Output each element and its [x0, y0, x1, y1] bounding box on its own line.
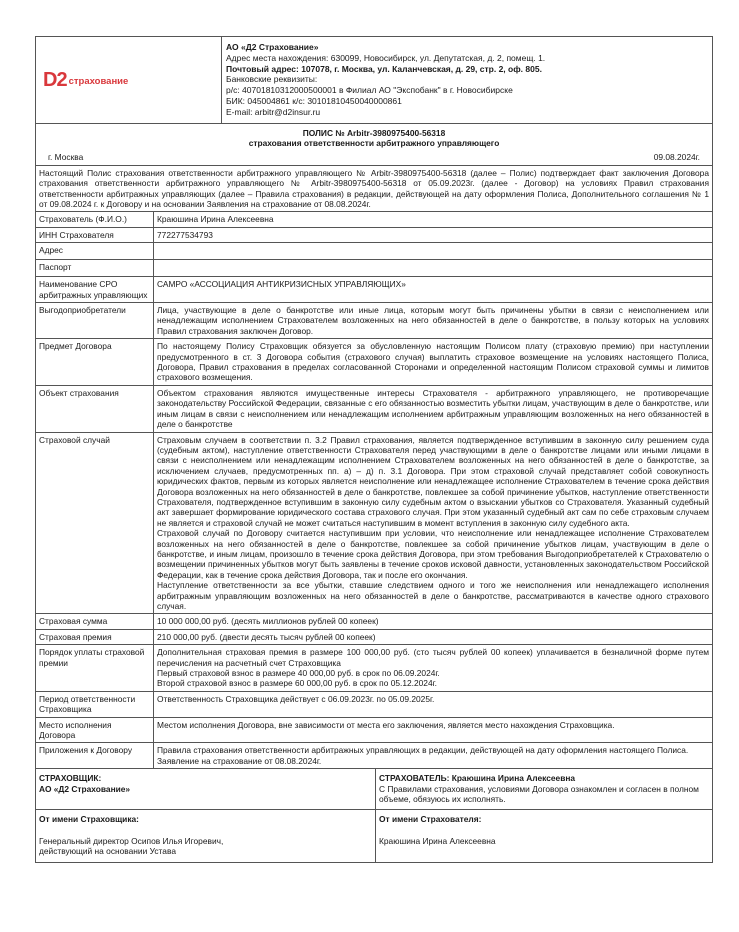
terms-value-paragraph: 772277534793 — [157, 229, 213, 240]
company-name: АО «Д2 Страхование» — [226, 42, 319, 52]
terms-value-paragraph: 210 000,00 руб. (двести десять тысяч рублей 00 копеек) — [157, 631, 376, 642]
terms-value — [154, 303, 713, 339]
terms-label: Страховая сумма — [36, 614, 154, 629]
insurer-name: АО «Д2 Страхование» — [39, 783, 131, 794]
terms-value-paragraph: Местом исполнения Договора, вне зависимости от места его заключения, является место нахождения Страховщика. — [157, 719, 615, 730]
terms-value — [154, 227, 713, 242]
terms-value-paragraph: САМРО «АССОЦИАЦИЯ АНТИКРИЗИСНЫХ УПРАВЛЯЮЩИХ» — [157, 279, 406, 290]
terms-value-paragraph: Правила страхования ответственности арбитражных управляющих в редакции, действующей на дату оформления настоящего Полиса. — [157, 745, 689, 756]
insured-note: С Правилами страхования, условиями Договора ознакомлен и согласен в полном объеме, обязуюсь их исполнять. — [379, 783, 699, 805]
terms-label: Паспорт — [36, 260, 154, 277]
terms-value — [154, 385, 713, 432]
terms-value-paragraph — [157, 262, 709, 274]
terms-value-paragraph: Наступление ответственности за все убытки, ставшие следствием одного и того же неисполнения или ненадлежащего исполнения арбитражным управляющим возложенных на него обязанностей в деле о банкротстве, рассматриваются в качестве одного страхового случая. — [157, 580, 709, 612]
policy-date: 09.08.2024г. — [653, 152, 700, 163]
terms-row — [36, 303, 713, 339]
terms-value-paragraph: Второй страховой взнос в размере 60 000,00 руб. в срок по 05.12.2024г. — [157, 678, 437, 689]
terms-value — [154, 432, 713, 614]
terms-row — [36, 339, 713, 386]
terms-value-paragraph: По настоящему Полису Страховщик обязуется за обусловленную настоящим Полисом плату (страховую премию) при наступлении предусмотренного в ст. 3 Договора события (страхового случая) выплатить страховое возмещение на условиях настоящего Полиса, Договора, Правил страхования в пределах согласованной Сторонами и определенной настоящим Полисом страховой суммы и лимитов страхового возмещения. — [157, 341, 709, 383]
header-table — [35, 36, 713, 212]
terms-value — [154, 339, 713, 386]
insured-signature-block — [376, 809, 713, 862]
terms-row — [36, 243, 713, 260]
terms-label: Порядок уплаты страховой премии — [36, 645, 154, 692]
terms-row — [36, 645, 713, 692]
terms-value-paragraph: Первый страховой взнос в размере 40 000,00 руб. в срок по 06.09.2024г. — [157, 668, 440, 679]
postal-address: Почтовый адрес: 107078, г. Москва, ул. Каланчевская, д. 29, стр. 2, оф. 805. — [226, 63, 542, 74]
insured-block — [376, 769, 713, 809]
policy-city: г. Москва — [48, 152, 84, 163]
signatures-table — [35, 768, 713, 862]
terms-value-paragraph: Страховым случаем в соответствии п. 3.2 Правил страхования, является подтвержденное вступившим в законную силу решением суда (судебным актом), наступление ответственности Страхователя перед участвующими в деле о банкротстве лицами или иными лицами в связи с неисполнением или ненадлежащим исполнением Страхователем возложенных на него обязанностей в деле о банкротстве, за исключением случаев, предусмотренных пп. а) – д) п. 3.1 Договора. При этом страховой случай представляет собой совокупность юридических фактов, первым из которых является неисполнение или ненадлежащее исполнение Страхователем в течение срока действия Договора возложенных на него обязанностей в деле о банкротстве, повлекшее за собой причинение убытков, наступление ответственности Страхователя, подтвержденное вступившим в законную силу судебным актом о взыскании убытков со Страхователя. Указанный судебный акт завершает формирование юридического состава страхового случая. При этом указанный судебный акт сам по себе страховым случаем не является и страховой случай не может считаться наступившим в момент вступления в законную силу судебного акта. — [157, 434, 709, 528]
company-email: E-mail: arbitr@d2insur.ru — [226, 106, 321, 117]
terms-label: Приложения к Договору — [36, 743, 154, 769]
terms-label: Наименование СРО арбитражных управляющих — [36, 277, 154, 303]
terms-value — [154, 277, 713, 303]
terms-value-paragraph: Дополнительная страховая премия в размере 100 000,00 руб. (сто тысяч рублей 00 копеек) уплачивается в безналичной форме путем перечисления на расчетный счет Страховщика — [157, 647, 709, 668]
terms-row — [36, 227, 713, 242]
terms-row — [36, 743, 713, 769]
insurer-title: СТРАХОВЩИК: — [39, 773, 102, 784]
terms-label: Страховой случай — [36, 432, 154, 614]
terms-row — [36, 212, 713, 227]
terms-label: Адрес — [36, 243, 154, 260]
logo-mark: D2 — [43, 68, 67, 91]
policy-title: ПОЛИС № Arbitr-3980975400-56318 — [302, 127, 446, 138]
bank-account: р/с: 40701810312000500001 в Филиал АО "Экспобанк" в г. Новосибирске — [226, 85, 513, 96]
terms-value — [154, 614, 713, 629]
terms-label: Место исполнения Договора — [36, 717, 154, 743]
terms-value-paragraph: Объектом страхования являются имущественные интересы Страхователя - арбитражного управляющего, не противоречащие законодательству Российской Федерации, связанные с его обязанностью возместить убытки лицам, участвующим в деле о банкротстве, или иным лицам в связи с неисполнением или ненадлежащим исполнением арбитражным управляющим возложенных на него обязанностей в деле о банкротстве — [157, 387, 709, 430]
terms-value — [154, 691, 713, 717]
insurer-signature-block — [36, 809, 376, 862]
terms-value-paragraph: Страховой случай по Договору считается наступившим при условии, что неисполнение или ненадлежащее исполнение Страхователем возложенных на него обязанностей в деле о банкротстве, повлекшее за собой причинение убытков лицам, участвующим в деле о банкротстве, и иным лицам, произошло в течение срока действия Договора, при этом требования Выгодоприобретателей к Страхователю о возмещении причиненных убытков могут быть заявлены в течение сроков исковой давности, установленных законодательством Российской Федерации, как в течение срока действия Договора, так и после его окончания. — [157, 528, 709, 580]
company-logo — [36, 68, 221, 91]
logo-cell — [36, 37, 222, 124]
terms-value-paragraph: Лица, участвующие в деле о банкротстве или иные лица, которым могут быть причинены убытки в связи с неисполнением или ненадлежащим исполнением Страхователем возложенных на него обязанностей в деле о банкротстве, в пользу которых на условиях Правил страхования заключен Договор. — [157, 305, 709, 336]
insured-signer: Краюшина Ирина Алексеевна — [379, 835, 496, 846]
terms-label: Объект страхования — [36, 385, 154, 432]
terms-label: Страхователь (Ф.И.О.) — [36, 212, 154, 227]
bank-bik: БИК: 045004861 к/с: 30101810450040000861 — [226, 95, 402, 106]
city-date-row — [40, 148, 708, 162]
insurer-signer: Генеральный директор Осипов Илья Игоревич, — [39, 835, 224, 846]
terms-label: Предмет Договора — [36, 339, 154, 386]
policy-subtitle: страхования ответственности арбитражного управляющего — [248, 137, 500, 148]
terms-value — [154, 243, 713, 260]
terms-label: Период ответственности Страховщика — [36, 691, 154, 717]
insurer-basis: действующий на основании Устава — [39, 846, 176, 857]
terms-row — [36, 717, 713, 743]
terms-value — [154, 260, 713, 277]
terms-value — [154, 717, 713, 743]
terms-row — [36, 629, 713, 644]
terms-row — [36, 691, 713, 717]
terms-value-paragraph — [157, 245, 709, 257]
terms-label: ИНН Страхователя — [36, 227, 154, 242]
terms-row — [36, 277, 713, 303]
logo-text: страхование — [68, 75, 129, 87]
bank-title: Банковские реквизиты: — [226, 74, 318, 85]
terms-value-paragraph: Ответственность Страховщика действует с 06.09.2023г. по 05.09.2025г. — [157, 693, 435, 704]
terms-row — [36, 385, 713, 432]
insurer-block — [36, 769, 376, 809]
terms-row — [36, 614, 713, 629]
legal-address: Адрес места нахождения: 630099, Новосибирск, ул. Депутатская, д. 2, помещ. 1. — [226, 52, 546, 63]
terms-value-paragraph: 10 000 000,00 руб. (десять миллионов рублей 00 копеек) — [157, 616, 379, 627]
terms-value — [154, 743, 713, 769]
terms-value-paragraph: Краюшина Ирина Алексеевна — [157, 214, 274, 225]
policy-title-cell — [36, 123, 713, 165]
policy-intro: Настоящий Полис страхования ответственности арбитражного управляющего № Arbitr-3980975400-56318 (далее – Полис) подтверждает факт заключения Договора страхования ответственности арбитражного управляющего № Arbitr-3980975400-56318 от 05.09.2023г. (далее - Договор) на условиях Правил страхования ответственности арбитражных управляющих (далее – Правила страхования) в редакции, действующей на дату оформления Полиса, Дополнительного соглашения № 1 от 09.08.2024 г. к Договору и на основании Заявления на страхование от 08.08.2024г. — [36, 165, 713, 212]
on-behalf-insured: От имени Страхователя: — [379, 813, 482, 824]
on-behalf-insurer: От имени Страховщика: — [39, 813, 139, 824]
terms-row — [36, 260, 713, 277]
terms-label: Страховая премия — [36, 629, 154, 644]
policy-document — [35, 36, 712, 863]
terms-value — [154, 629, 713, 644]
terms-row — [36, 432, 713, 614]
company-info — [222, 37, 713, 124]
insured-title: СТРАХОВАТЕЛЬ: Краюшина Ирина Алексеевна — [379, 773, 576, 784]
policy-terms-table — [35, 211, 713, 769]
terms-value-paragraph: Заявление на страхование от 08.08.2024г. — [157, 755, 322, 766]
terms-label: Выгодоприобретатели — [36, 303, 154, 339]
terms-value — [154, 645, 713, 692]
terms-value — [154, 212, 713, 227]
